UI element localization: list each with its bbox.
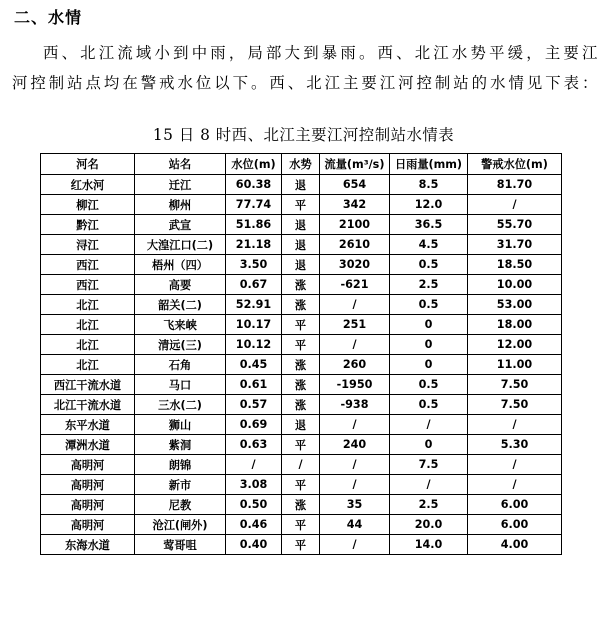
trend-cell: 平 <box>282 435 320 455</box>
rainfall-cell: 0.5 <box>390 295 468 315</box>
header-trend: 水势 <box>282 154 320 175</box>
table-row <box>41 215 562 235</box>
river-cell: 高明河 <box>41 515 135 535</box>
river-cell: 潭洲水道 <box>41 435 135 455</box>
trend-cell: 退 <box>282 215 320 235</box>
discharge-cell: 654 <box>320 175 390 195</box>
discharge-cell: / <box>320 475 390 495</box>
warning-level-cell: 55.70 <box>468 215 562 235</box>
station-cell: 狮山 <box>135 415 226 435</box>
trend-cell: 平 <box>282 335 320 355</box>
paragraph-line-2: 河控制站点均在警戒水位以下。西、北江主要江河控制站的水情见下表： <box>12 74 598 92</box>
river-cell: 高明河 <box>41 475 135 495</box>
water-level-cell: 0.40 <box>226 535 282 555</box>
river-cell: 柳江 <box>41 195 135 215</box>
table-row <box>41 435 562 455</box>
table-row <box>41 355 562 375</box>
warning-level-cell: 10.00 <box>468 275 562 295</box>
table-row <box>41 475 562 495</box>
table-header <box>41 154 562 175</box>
warning-level-cell: 4.00 <box>468 535 562 555</box>
river-cell: 北江 <box>41 295 135 315</box>
table-row <box>41 455 562 475</box>
water-level-cell: 0.69 <box>226 415 282 435</box>
trend-cell: 平 <box>282 315 320 335</box>
station-cell: 清远(三) <box>135 335 226 355</box>
river-cell: 西江 <box>41 255 135 275</box>
river-cell: 红水河 <box>41 175 135 195</box>
paragraph-line-1: 西、北江流域小到中雨，局部大到暴雨。西、北江水势平缓，主要江 <box>43 44 598 62</box>
table-row <box>41 375 562 395</box>
station-cell: 大湟江口(二) <box>135 235 226 255</box>
table-row <box>41 175 562 195</box>
water-level-cell: 0.50 <box>226 495 282 515</box>
discharge-cell: 240 <box>320 435 390 455</box>
rainfall-cell: 12.0 <box>390 195 468 215</box>
trend-cell: 涨 <box>282 395 320 415</box>
trend-cell: 退 <box>282 415 320 435</box>
river-cell: 黔江 <box>41 215 135 235</box>
station-cell: 高要 <box>135 275 226 295</box>
header-row <box>41 154 562 175</box>
discharge-cell: 2100 <box>320 215 390 235</box>
discharge-cell: / <box>320 455 390 475</box>
warning-level-cell: / <box>468 455 562 475</box>
warning-level-cell: / <box>468 475 562 495</box>
table-row <box>41 315 562 335</box>
station-cell: 莺哥咀 <box>135 535 226 555</box>
table-row <box>41 255 562 275</box>
trend-cell: 退 <box>282 235 320 255</box>
rainfall-cell: 0 <box>390 355 468 375</box>
header-river: 河名 <box>41 154 135 175</box>
station-cell: 石角 <box>135 355 226 375</box>
station-cell: 紫洞 <box>135 435 226 455</box>
table-body <box>41 175 562 555</box>
discharge-cell: / <box>320 415 390 435</box>
table-row <box>41 275 562 295</box>
discharge-cell: 35 <box>320 495 390 515</box>
trend-cell: 涨 <box>282 295 320 315</box>
station-cell: 三水(二) <box>135 395 226 415</box>
river-cell: 高明河 <box>41 455 135 475</box>
rainfall-cell: 0 <box>390 315 468 335</box>
station-cell: 马口 <box>135 375 226 395</box>
header-warning-level: 警戒水位(m) <box>468 154 562 175</box>
trend-cell: 退 <box>282 175 320 195</box>
trend-cell: / <box>282 455 320 475</box>
river-cell: 浔江 <box>41 235 135 255</box>
water-level-cell: / <box>226 455 282 475</box>
water-level-cell: 51.86 <box>226 215 282 235</box>
rainfall-cell: / <box>390 475 468 495</box>
water-level-cell: 77.74 <box>226 195 282 215</box>
warning-level-cell: 18.00 <box>468 315 562 335</box>
rainfall-cell: 36.5 <box>390 215 468 235</box>
water-level-cell: 0.63 <box>226 435 282 455</box>
table-row <box>41 335 562 355</box>
header-water-level: 水位(m) <box>226 154 282 175</box>
trend-cell: 涨 <box>282 355 320 375</box>
discharge-cell: / <box>320 535 390 555</box>
table-caption: 15 日 8 时西、北江主要江河控制站水情表 <box>152 126 455 144</box>
rainfall-cell: 0.5 <box>390 255 468 275</box>
station-cell: 朗锦 <box>135 455 226 475</box>
header-station: 站名 <box>135 154 226 175</box>
station-cell: 迁江 <box>135 175 226 195</box>
discharge-cell: / <box>320 335 390 355</box>
water-situation-paragraph <box>12 38 598 98</box>
warning-level-cell: 6.00 <box>468 515 562 535</box>
rainfall-cell: 0 <box>390 435 468 455</box>
station-cell: 沧江(闸外) <box>135 515 226 535</box>
rainfall-cell: 0.5 <box>390 395 468 415</box>
river-cell: 北江干流水道 <box>41 395 135 415</box>
rainfall-cell: 0.5 <box>390 375 468 395</box>
warning-level-cell: 31.70 <box>468 235 562 255</box>
table-row <box>41 295 562 315</box>
warning-level-cell: 81.70 <box>468 175 562 195</box>
rainfall-cell: 14.0 <box>390 535 468 555</box>
water-level-cell: 3.50 <box>226 255 282 275</box>
river-cell: 北江 <box>41 355 135 375</box>
river-cell: 北江 <box>41 335 135 355</box>
trend-cell: 平 <box>282 535 320 555</box>
rainfall-cell: 4.5 <box>390 235 468 255</box>
water-level-cell: 10.12 <box>226 335 282 355</box>
rainfall-cell: 8.5 <box>390 175 468 195</box>
station-cell: 武宣 <box>135 215 226 235</box>
warning-level-cell: / <box>468 415 562 435</box>
table-row <box>41 535 562 555</box>
river-cell: 西江 <box>41 275 135 295</box>
table-row <box>41 395 562 415</box>
discharge-cell: 260 <box>320 355 390 375</box>
header-discharge: 流量(m³/s) <box>320 154 390 175</box>
water-level-cell: 0.45 <box>226 355 282 375</box>
discharge-cell: 2610 <box>320 235 390 255</box>
table-row <box>41 415 562 435</box>
trend-cell: 平 <box>282 515 320 535</box>
water-level-cell: 3.08 <box>226 475 282 495</box>
table-row <box>41 515 562 535</box>
water-level-cell: 0.61 <box>226 375 282 395</box>
discharge-cell: / <box>320 295 390 315</box>
station-cell: 飞来峡 <box>135 315 226 335</box>
river-cell: 东平水道 <box>41 415 135 435</box>
warning-level-cell: 11.00 <box>468 355 562 375</box>
rainfall-cell: 7.5 <box>390 455 468 475</box>
rainfall-cell: 0 <box>390 335 468 355</box>
trend-cell: 涨 <box>282 375 320 395</box>
station-cell: 柳州 <box>135 195 226 215</box>
warning-level-cell: 53.00 <box>468 295 562 315</box>
river-cell: 高明河 <box>41 495 135 515</box>
station-cell: 梧州（四） <box>135 255 226 275</box>
trend-cell: 平 <box>282 195 320 215</box>
rainfall-cell: 20.0 <box>390 515 468 535</box>
water-level-cell: 0.46 <box>226 515 282 535</box>
rainfall-cell: 2.5 <box>390 495 468 515</box>
station-cell: 韶关(二) <box>135 295 226 315</box>
trend-cell: 涨 <box>282 275 320 295</box>
warning-level-cell: 7.50 <box>468 395 562 415</box>
discharge-cell: 3020 <box>320 255 390 275</box>
discharge-cell: -1950 <box>320 375 390 395</box>
header-daily-rainfall: 日雨量(mm) <box>390 154 468 175</box>
river-cell: 东海水道 <box>41 535 135 555</box>
water-situation-table <box>40 153 562 555</box>
table-row <box>41 195 562 215</box>
trend-cell: 平 <box>282 475 320 495</box>
water-level-cell: 0.67 <box>226 275 282 295</box>
warning-level-cell: 12.00 <box>468 335 562 355</box>
water-level-cell: 52.91 <box>226 295 282 315</box>
warning-level-cell: 5.30 <box>468 435 562 455</box>
rainfall-cell: / <box>390 415 468 435</box>
station-cell: 尼教 <box>135 495 226 515</box>
warning-level-cell: / <box>468 195 562 215</box>
water-level-cell: 10.17 <box>226 315 282 335</box>
trend-cell: 涨 <box>282 495 320 515</box>
river-cell: 北江 <box>41 315 135 335</box>
discharge-cell: 342 <box>320 195 390 215</box>
water-level-cell: 21.18 <box>226 235 282 255</box>
rainfall-cell: 2.5 <box>390 275 468 295</box>
water-level-cell: 60.38 <box>226 175 282 195</box>
trend-cell: 退 <box>282 255 320 275</box>
station-cell: 新市 <box>135 475 226 495</box>
section-heading: 二、水情 <box>14 8 83 27</box>
warning-level-cell: 18.50 <box>468 255 562 275</box>
discharge-cell: 251 <box>320 315 390 335</box>
table-row <box>41 495 562 515</box>
water-level-cell: 0.57 <box>226 395 282 415</box>
river-cell: 西江干流水道 <box>41 375 135 395</box>
discharge-cell: 44 <box>320 515 390 535</box>
warning-level-cell: 7.50 <box>468 375 562 395</box>
discharge-cell: -621 <box>320 275 390 295</box>
warning-level-cell: 6.00 <box>468 495 562 515</box>
discharge-cell: -938 <box>320 395 390 415</box>
table-row <box>41 235 562 255</box>
